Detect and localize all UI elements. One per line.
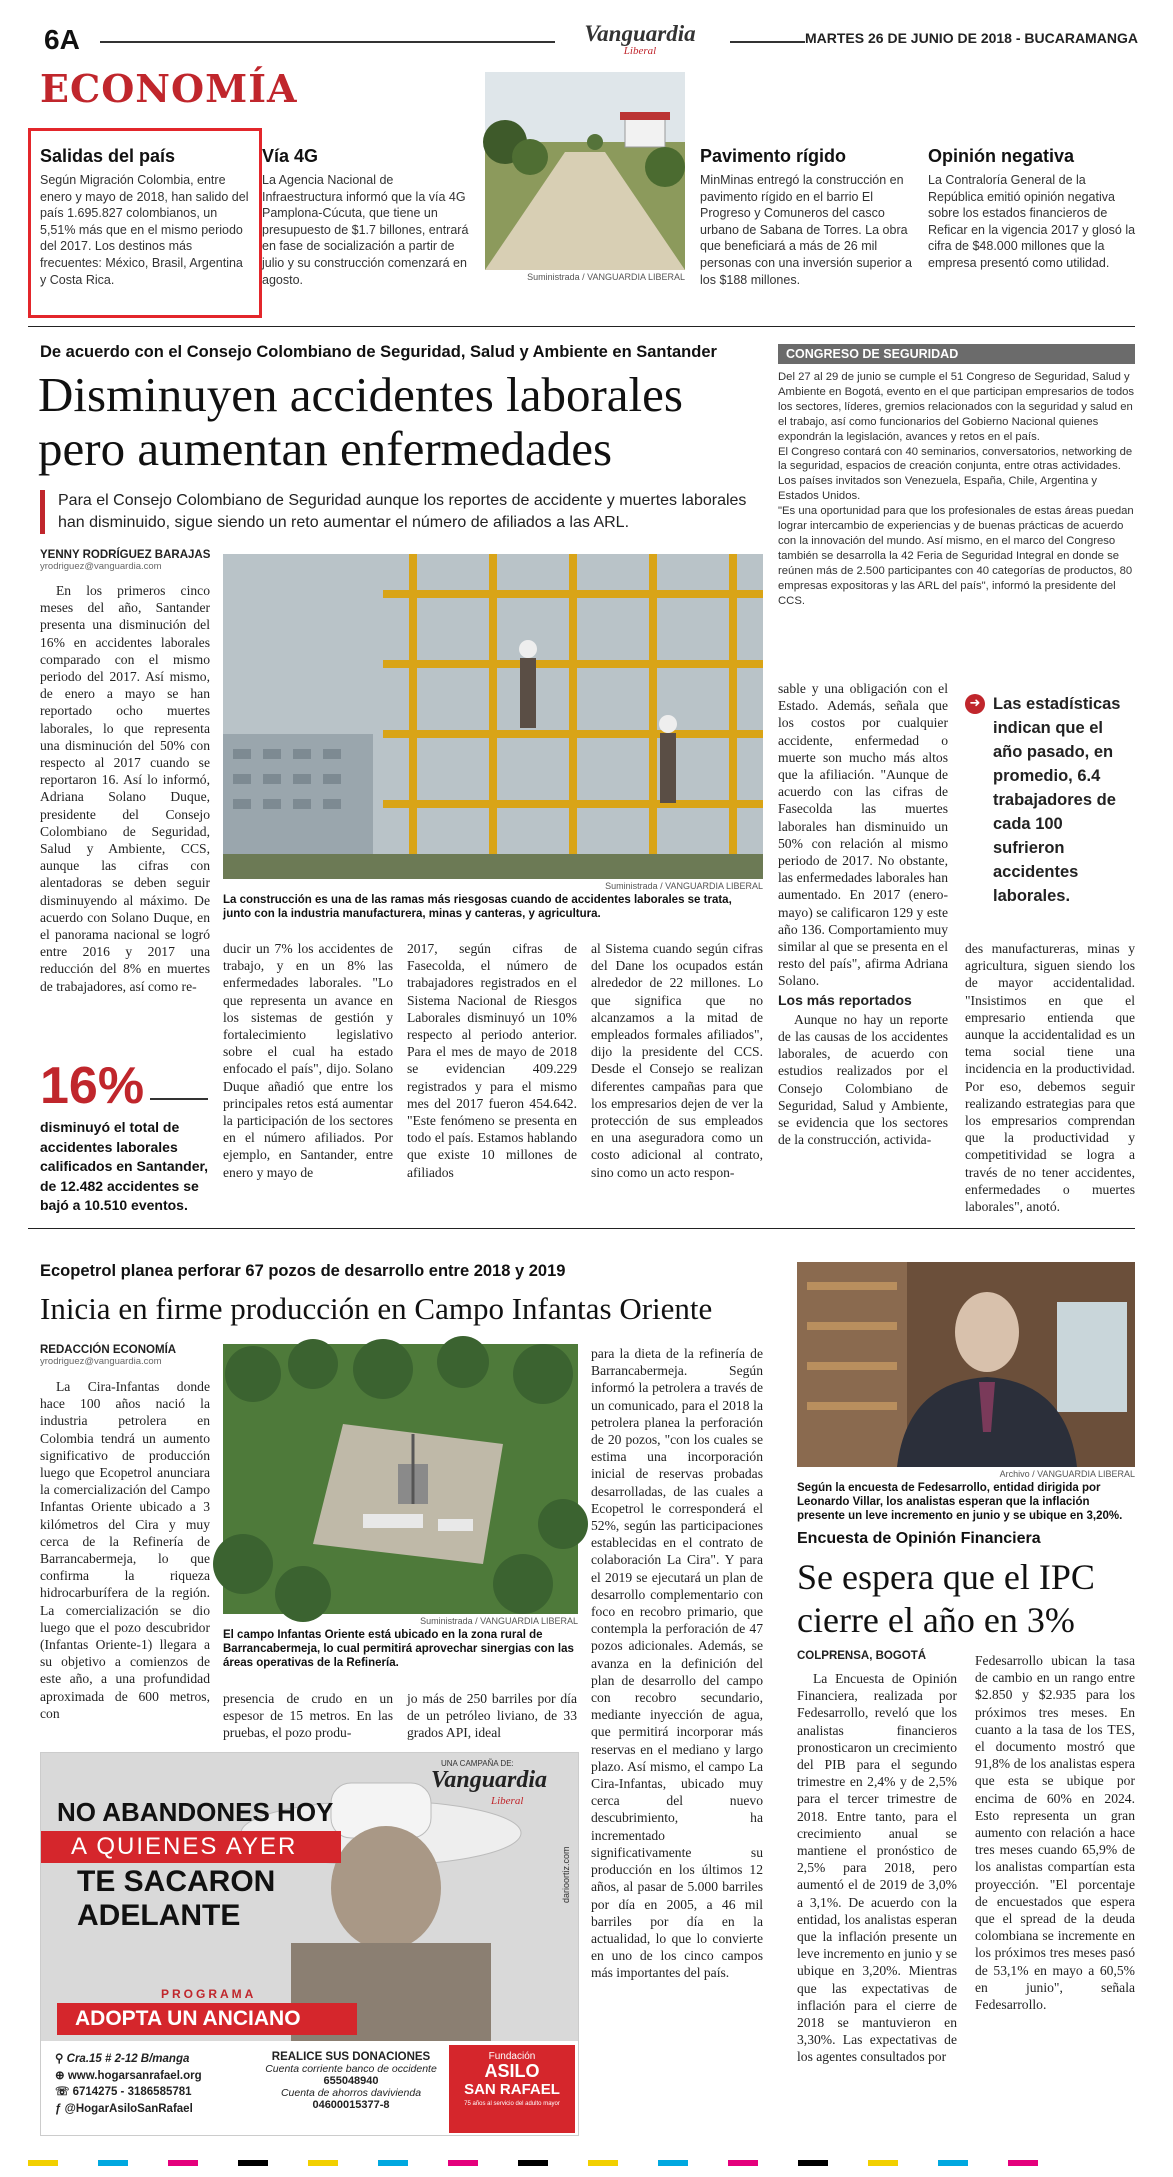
ad-account2: 04600015377-8 <box>312 2099 390 2111</box>
main-col5b-text: Aunque no hay un reporte de las causas de los accidentes laborales, de acuerdo con estudios realizados por el Consejo Colombiano de Seguridad, Salud y Ambiente, se evidencia que los sectores de la construcción, activida- <box>778 1011 948 1148</box>
ad-phone: 6714275 - 3186585781 <box>72 2086 192 2098</box>
oil-field-photo <box>223 1344 578 1614</box>
byline-name: YENNY RODRÍGUEZ BARAJAS <box>40 549 211 561</box>
oil-photo-credit: Suministrada / VANGUARDIA LIBERAL <box>420 1616 578 1626</box>
oil-field-photo-image <box>223 1344 578 1614</box>
location-pin-icon: ⚲ <box>55 2053 64 2065</box>
ad-account1-label: Cuenta corriente banco de occidente <box>265 2063 437 2075</box>
brief-opinion <box>928 146 1143 306</box>
main-col6 <box>965 940 1135 1220</box>
main-col4 <box>591 940 763 1220</box>
oil-headline: Inicia en firme producción en Campo Infantas Oriente <box>40 1291 713 1326</box>
ad-social: @HogarAsiloSanRafael <box>64 2102 193 2115</box>
main-headline-line1: Disminuyen accidentes laborales <box>38 367 683 422</box>
sidebar-title: CONGRESO DE SEGURIDAD <box>786 347 959 361</box>
ipc-col1-text: La Encuesta de Opinión Financiera, realizada por Fedesarrollo, reveló que los analistas financieros pronosticaron un crecimiento del PIB para el segundo trimestre en 2,4% y de 2,5% para el tercer trimestre de 2018. Entre tanto, para el crecimiento anual se mantiene el pronóstico de 2,5% para 2018, pero aumentó el de 2019 de 3,0% a 3,1%. De acuerdo con la entidad, los analistas esperan que la inflación presente un leve incremento en junio y se ubique en 3,20%. Mientras que las expectativas de inflación para el cierre de 2018 se mantuvieron en 3,30%. Las expectativas de los agentes consultados por <box>797 1671 957 2065</box>
sidebar-paragraph: Del 27 al 29 de junio se cumple el 51 Congreso de Seguridad, Salud y Ambiente en Bogotá, evento en el que participan empresarios de todos los sectores, líderes, gremios relacionados con la seguridad y salud en el trabajo, así como funcionarios del Gobierno Nacional quienes expondrán la legislación, avances y retos en el país. <box>778 371 1135 443</box>
header-top-rule <box>100 41 555 43</box>
main-col6-text: des manufactureras, minas y agricultura, siguen siendo los de mayor accidentalidad. "Insistimos en que el empresario entienda que aunque la accidentalidad es un tema social tiene una incidencia en la productividad. Por eso, debemos seguir realizando estrategias para que los empresarios comprendan que la productividad y competitividad se logra a través de no tener accidentes, enfermedades o muertes laborales", anotó. <box>965 941 1135 1215</box>
header-logo-sub: Liberal <box>623 45 657 57</box>
road-photo <box>485 72 685 270</box>
oil-byline <box>40 1344 220 1367</box>
ad-address: Cra.15 # 2-12 B/manga <box>66 2053 190 2065</box>
brief-title: Vía 4G <box>262 146 319 166</box>
summary-bar <box>40 490 45 534</box>
ad-web[interactable]: www.hogarsanrafael.org <box>67 2069 202 2082</box>
ad-web-row[interactable] <box>55 2068 255 2085</box>
section-title: ECONOMÍA <box>40 66 298 111</box>
ad-brand: Vanguardia <box>431 1767 548 1793</box>
globe-icon: ⊕ <box>55 2069 65 2082</box>
sidebar-body <box>778 370 1135 670</box>
ad-social-row <box>55 2101 255 2118</box>
ad-org-tag: 75 años al servicio del adulto mayor <box>464 2101 560 2107</box>
brief-text: MinMinas entregó la construcción en pavimento rígido en el barrio El Progreso y Comuneros del casco urbano de Sabana de Torres. La obra que beneficiará a más de 26 mil personas con una inversión superior a los $188 millones. <box>700 173 912 287</box>
header-logo-name: Vanguardia <box>584 21 696 46</box>
ipc-col1 <box>797 1670 957 2140</box>
main-col3-text: 2017, según cifras de Fasecolda, el número de trabajadores registrados en el Sistema Nacional de Riesgos Laborales disminuyó un 10% respecto al periodo anterior. Para el mes de mayo de 2018 se evidencian 409.229 registrados y para el mismo mes del 2017 fueron 454.642. "Este fenómeno se presenta en todo el país. Estamos hablando que existe 10 millones de afiliados <box>407 941 577 1180</box>
oil-kicker: Ecopetrol planea perforar 67 pozos de desarrollo entre 2018 y 2019 <box>40 1262 566 1280</box>
ad-org-label: Fundación <box>488 2051 536 2062</box>
ad-account2-label: Cuenta de ahorros davivienda <box>280 2087 422 2099</box>
main-summary: Para el Consejo Colombiano de Seguridad aunque los reportes de accidente y muertes laborales han disminuido, sigue siendo un reto aumentar el número de afiliados a las ARL. <box>58 492 747 531</box>
brief-pavimento <box>700 146 912 306</box>
byline-email: yrodriguez@vanguardia.com <box>40 561 162 572</box>
main-subhead: Los más reportados <box>778 991 912 1008</box>
main-col3 <box>407 940 577 1220</box>
ipc-photo-credit: Archivo / VANGUARDIA LIBERAL <box>999 1469 1135 1479</box>
ad-program: ADOPTA UN ANCIANO <box>75 2007 301 2030</box>
ad-line4: ADELANTE <box>77 1899 241 1932</box>
road-photo-credit: Suministrada / VANGUARDIA LIBERAL <box>527 272 685 282</box>
brief-title: Salidas del país <box>40 146 176 166</box>
sidebar-paragraph: El Congreso contará con 40 seminarios, conversatorios, networking de la seguridad, espacios de creación conjunta, entre otras actividades. Los países invitados son Venezuela, España, Chile, Argentina y Estados Unidos. <box>778 445 1133 503</box>
main-col1-text: En los primeros cinco meses del año, Santander presenta una disminución del 16% en accidentes laborales comparado con el mismo periodo del 2017. Así mismo, de enero a mayo se han reportado ocho muertes laborales, lo que representa una disminución del 50% con respecto al 2017 cuando se reportaron 16. Así lo informó, Adriana Solano Duque, presidente del Consejo Colombiano de Seguridad, Salud y Ambiente, CCS, aunque las cifras con alentadoras se deben seguir disminuyendo al máximo. De acuerdo con Solano Duque, en el panorama nacional se logró entre 2016 y 2017 una reducción del 8% en muertes de trabajadores, así como re- <box>40 583 210 994</box>
ipc-headline <box>797 1556 1137 1642</box>
stat-rule <box>150 1098 208 1100</box>
ad-line2: A QUIENES AYER <box>71 1833 298 1860</box>
ad-account1: 655048940 <box>323 2075 379 2087</box>
ipc-headline-line1: Se espera que el IPC <box>797 1557 1095 1597</box>
brief-title: Opinión negativa <box>928 146 1075 166</box>
main-col2 <box>223 940 393 1220</box>
ipc-photo-caption: Según la encuesta de Fedesarrollo, entidad dirigida por Leonardo Villar, los analistas esperan que la inflación presente un leve incremento en junio y se ubique en 3,20%. <box>797 1482 1123 1522</box>
construction-photo <box>223 554 763 879</box>
pullquote <box>965 692 1135 908</box>
ad-line3: TE SACARON <box>77 1865 276 1898</box>
road-photo-image <box>485 72 685 270</box>
ipc-kicker: Encuesta de Opinión Financiera <box>797 1530 1041 1547</box>
main-col1 <box>40 582 210 1070</box>
phone-icon: ☏ <box>55 2086 70 2098</box>
ipc-byline <box>797 1650 977 1662</box>
oil-col2 <box>223 1690 393 1741</box>
byline-email: yrodriguez@vanguardia.com <box>40 1356 162 1367</box>
brief-text: La Contraloría General de la República emitió opinión negativa sobre los estados financieros de Reficar en la vigencia 2017 y glosó la cifra de $48.000 millones que la empresa presentó como utilidad. <box>928 173 1136 270</box>
ipc-col2 <box>975 1652 1135 2140</box>
pullquote-text: Las estadísticas indican que el año pasado, en promedio, 6.4 trabajadores de cada 100 sufrieron accidentes laborales. <box>993 695 1121 905</box>
arrow-right-icon: ➜ <box>965 694 985 714</box>
ipc-col2-text: Fedesarrollo ubican la tasa de cambio en un rango entre $2.850 y $2.935 para los próximos tres meses. En cuanto a la tasa de los TES, el documento mostró que 91,8% de los analistas espera que esta se ubique por encima de 60% en 2024. Esto representa un gran aumento con relación a hace tres meses cuando 65,9% de los analistas compartían esta proyección. "El porcentaje de encuestados que espera que el spread de la deuda colombiana se incremente en los próximos tres meses pasó de 53,1% en mayo a 60,5% en junio", señala Fedesarrollo. <box>975 1653 1135 2013</box>
oil-col1-text: La Cira-Infantas donde hace 100 años nació la industria petrolera en Colombia tendrá un aumento significativo de producción luego que Ecopetrol anunciara la comercialización del Campo Infantas Oriente ubicado a 3 kilómetros del Cira y muy cerca de la Refinería de Barrancabermeja, lo que confirma la riqueza hidrocarburífera de la región. La comercialización se dio luego que el pozo descubridor (Infantas Oriente-1) llegara a su objetivo a comienzos de este año, a una profundidad aproximada de 600 metros, con <box>40 1379 210 1721</box>
ipc-photo-image <box>797 1262 1135 1467</box>
asilo-ad <box>40 1752 579 2136</box>
oil-col1 <box>40 1378 210 1728</box>
ad-org-logo <box>449 2045 575 2133</box>
oil-photo-caption: El campo Infantas Oriente está ubicado en la zona rural de Barrancabermeja, lo cual permitirá aprovechar sinergias con las áreas operativas de la Refinería. <box>223 1629 574 1669</box>
ad-line1: NO ABANDONES HOY <box>57 1797 334 1827</box>
ad-campaign-label: UNA CAMPAÑA DE: <box>441 1759 514 1768</box>
main-col5 <box>778 680 948 1220</box>
construction-photo-credit: Suministrada / VANGUARDIA LIBERAL <box>605 881 763 891</box>
ad-program-label: PROGRAMA <box>161 1987 257 2001</box>
header-logo <box>555 22 725 57</box>
main-byline <box>40 549 220 572</box>
main-kicker: De acuerdo con el Consejo Colombiano de Seguridad, Salud y Ambiente en Santander <box>40 343 717 361</box>
construction-photo-caption: La construcción es una de las ramas más riesgosas cuando de accidentes laborales se trata, junto con la industria manufacturera, minas y canteras, y agricultura. <box>223 894 732 920</box>
main-col5-text: sable y una obligación con el Estado. Además, señala que los costos por cualquier accidente, enfermedad o muerte son mucho más altos que la afiliación. "Aunque de acuerdo con las cifras de Fasecolda las muertes laborales han disminuido un 50% con relación al mismo periodo de 2017. No obstante, las enfermedades laborales han aumentado. En 2017 (enero-mayo) se calificaron 129 y este año 136. Comportamiento muy similar al que se presenta en el resto del país", afirma Adriana Solano. <box>778 681 948 989</box>
stat-number: 16% <box>40 1057 145 1115</box>
brief-text: La Agencia Nacional de Infraestructura informó que la vía 4G Pamplona-Cúcuta, que tiene un presupuesto de $1.7 billones, entrará en fase de socialización a partir de julio y su construcción comenzará en agosto. <box>262 173 469 287</box>
ad-phone-row <box>55 2084 255 2101</box>
ad-brand-sub: Liberal <box>491 1795 524 1807</box>
main-story-bottom-rule <box>28 1228 1135 1229</box>
ad-contacts <box>55 2051 255 2117</box>
brief-via-4g <box>262 146 474 306</box>
sidebar-title-bar <box>778 344 1135 364</box>
brief-title: Pavimento rígido <box>700 146 847 166</box>
main-col4-text: al Sistema cuando según cifras del Dane los ocupados están alrededor de 22 millones. Lo que significa que no alcanzamos a la mitad de empleados formales afiliados", dijo la presidente del CCS. Desde el Consejo se realizan diferentes campañas para que los empresarios dejen de ver la protección de sus empleados en una aseguradora como un costo adicional al contrato, sino como un acto respon- <box>591 941 763 1180</box>
main-headline-line2: pero aumentan enfermedades <box>38 421 613 476</box>
facebook-icon: ƒ <box>55 2102 62 2115</box>
ad-org-line1: ASILO <box>484 2061 540 2081</box>
header-top-rule-right <box>730 41 805 43</box>
oil-col3-text: jo más de 250 barriles por día de un petróleo liviano, de 33 grados API, ideal <box>407 1691 577 1741</box>
dateline: MARTES 26 DE JUNIO DE 2018 - BUCARAMANGA <box>805 30 1138 46</box>
ad-org-line2: SAN RAFAEL <box>464 2081 560 2098</box>
main-headline <box>38 368 778 476</box>
ipc-headline-line2: cierre el año en 3% <box>797 1600 1075 1640</box>
ad-address-row <box>55 2051 255 2068</box>
ipc-photo <box>797 1262 1135 1467</box>
briefs-bottom-rule <box>28 326 1135 327</box>
stat-text: disminuyó el total de accidentes laborales calificados en Santander, de 12.482 accidentes se bajó a 10.510 eventos. <box>40 1119 209 1213</box>
byline-name: COLPRENSA, BOGOTÁ <box>797 1650 927 1662</box>
construction-photo-image <box>223 554 763 879</box>
oil-col2-text: presencia de crudo en un espesor de 15 metros. En las pruebas, el pozo produ- <box>223 1691 393 1741</box>
main-col2-text: ducir un 7% los accidentes de trabajo, y en un 8% las enfermedades laborales. "Lo que representa un avance en los sistemas de gestión y fortalecimiento legislativo sobre el cual ha estado enfocado el país", dijo. Solano Duque añadió que entre los principales retos está aumentar la participación de los sectores en el número afiliados. Por ejemplo, en Santander, entre enero y mayo de <box>223 941 393 1180</box>
ad-donate-title: REALICE SUS DONACIONES <box>271 2051 431 2063</box>
brief-salidas <box>40 146 250 306</box>
ad-side-text: darioortiz.com <box>561 1846 571 1903</box>
print-registration-bar <box>28 2160 1135 2166</box>
oil-col4-text: para la dieta de la refinería de Barrancabermeja. Según informó la petrolera a través de un comunicado, para el 2018 la petrolera planea la perforación de 20 pozos, "con los cuales se estima una incorporación inicial de reservas probadas desarrolladas, de las cuales a Ecopetrol le corresponderá el 52%, según las participaciones establecidas en el contrato de colaboración La Cira". Y para el 2019 se ejecutará un plan de desarrollo complementario con foco en recobro primario, que contempla la perforación de 47 pozos adicionales. Además, se avanza en la definición del plan de desarrollo del campo con recobro secundario, mediante inyección de agua, que permitirá incorporar más reservas en el mediano y largo plazo. Así mismo, el campo La Cira-Infantas, ubicado muy cerca del nuevo descubrimiento, ha incrementado significativamente su producción en los últimos 12 años, al pasar de 5.000 barriles por día en 2005, a 46 mil barriles por día en la actualidad, lo que lo convierte en uno de los cinco campos más importantes del país. <box>591 1346 763 1981</box>
page-number: 6A <box>44 24 80 55</box>
brief-text: Según Migración Colombia, entre enero y mayo de 2018, han salido del país 1.695.827 colombianos, un 5,51% más que en el mismo periodo del 2017. Los destinos más frecuentes: México, Brasil, Argentina y Costa Rica. <box>40 173 249 287</box>
ad-donate-block <box>261 2051 441 2111</box>
oil-col3 <box>407 1690 577 1741</box>
sidebar-paragraph: "Es una oportunidad para que los profesionales de estas áreas puedan lograr intercambio de experiencias y de buenas prácticas de acuerdo con la innovación del mundo. Así mismo, en el marco del Congreso también se desarrolla la 42 Feria de Seguridad Integral en donde se reúnen más de 2.500 participantes con 40 categorías de productos, 80 empresas expositoras y las ARL del país", informó la presidente del CCS. <box>778 505 1134 607</box>
byline-name: REDACCIÓN ECONOMÍA <box>40 1344 177 1356</box>
oil-col4 <box>591 1345 763 2135</box>
